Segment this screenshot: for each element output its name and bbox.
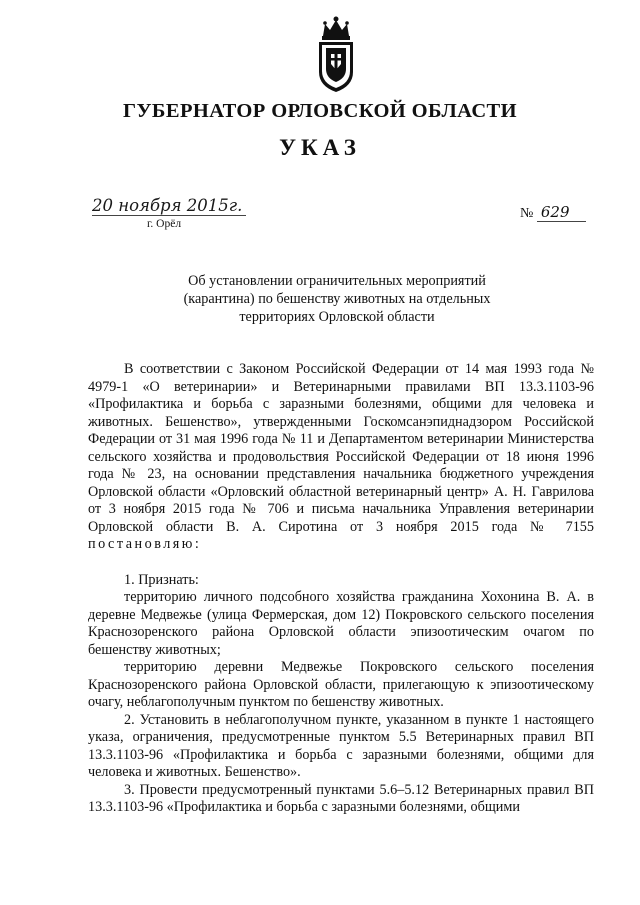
decree-body (88, 361, 594, 817)
decree-subject (140, 272, 534, 326)
subject-line: (карантина) по бешенству животных на отдельных (183, 291, 491, 307)
decree-date-block (92, 196, 272, 220)
decree-word: постановляю: (88, 536, 202, 552)
city-label: г. Орёл (147, 218, 182, 230)
handwritten-date: 20 ноября 2015г. (92, 196, 246, 216)
subject-line: территориях Орловской области (239, 309, 435, 325)
number-sign: № (520, 206, 534, 221)
preamble-paragraph (88, 361, 594, 554)
document-type-title: УКАЗ (279, 135, 361, 160)
preamble-text: В соответствии с Законом Российской Федерации от 14 мая 1993 года № 4979-1 «О ветеринарии» и Ветеринарными правилами ВП 13.3.1103-96 «Профилактика и борьба с заразными болезнями, общими для человека и животных. Бешенство», утвержденными Госкомсанэпиднадзором Российской Федерации от 31 мая 1996 года № 11 и Департаментом ветеринарии Министерства сельского хозяйства и продовольствия Российской Федерации от 18 июня 1996 года № 23, на основании представления начальника бюджетного учреждения Орловской области «Орловский областной ветеринарный центр» А. Н. Гаврилова от 3 ноября 2015 года № 706 и письма начальника Управления ветеринарии Орловской области В. А. Сиротина от 3 ноября 2015 года № 7155 (88, 361, 594, 535)
issuing-authority-title: ГУБЕРНАТОР ОРЛОВСКОЙ ОБЛАСТИ (123, 100, 517, 122)
item-1-paragraph-b: территорию деревни Медвежье Покровского сельского поселения Краснозоренского района Орловской области, прилегающую к эпизоотическому очагу, неблагополучным пунктом по бешенству животных. (88, 659, 594, 710)
item-3-paragraph: 3. Провести предусмотренный пунктами 5.6–5.12 Ветеринарных правил ВП 13.3.1103-96 «Профилактика и борьба с заразными болезнями, общими (88, 781, 594, 815)
item-1-paragraph-a: территорию личного подсобного хозяйства гражданина Хохонина В. А. в деревне Медвежье (улица Фермерская, дом 12) Покровского сельского поселения Краснозоренского района Орловской области эпизоотическим очагом по бешенству животных; (88, 589, 594, 658)
coat-of-arms-icon (313, 14, 359, 96)
handwritten-decree-number: 629 (537, 203, 586, 222)
subject-line: Об установлении ограничительных мероприятий (188, 273, 486, 289)
item-1-title: 1. Признать: (124, 571, 199, 588)
decree-number-block (520, 203, 586, 222)
item-2-paragraph: 2. Установить в неблагополучном пункте, указанном в пункте 1 настоящего указа, ограничения, предусмотренные пунктом 5.5 Ветеринарных правил ВП 13.3.1103-96 «Профилактика и борьба с заразными болезнями, общими для человека и животных. Бешенство». (88, 711, 594, 780)
